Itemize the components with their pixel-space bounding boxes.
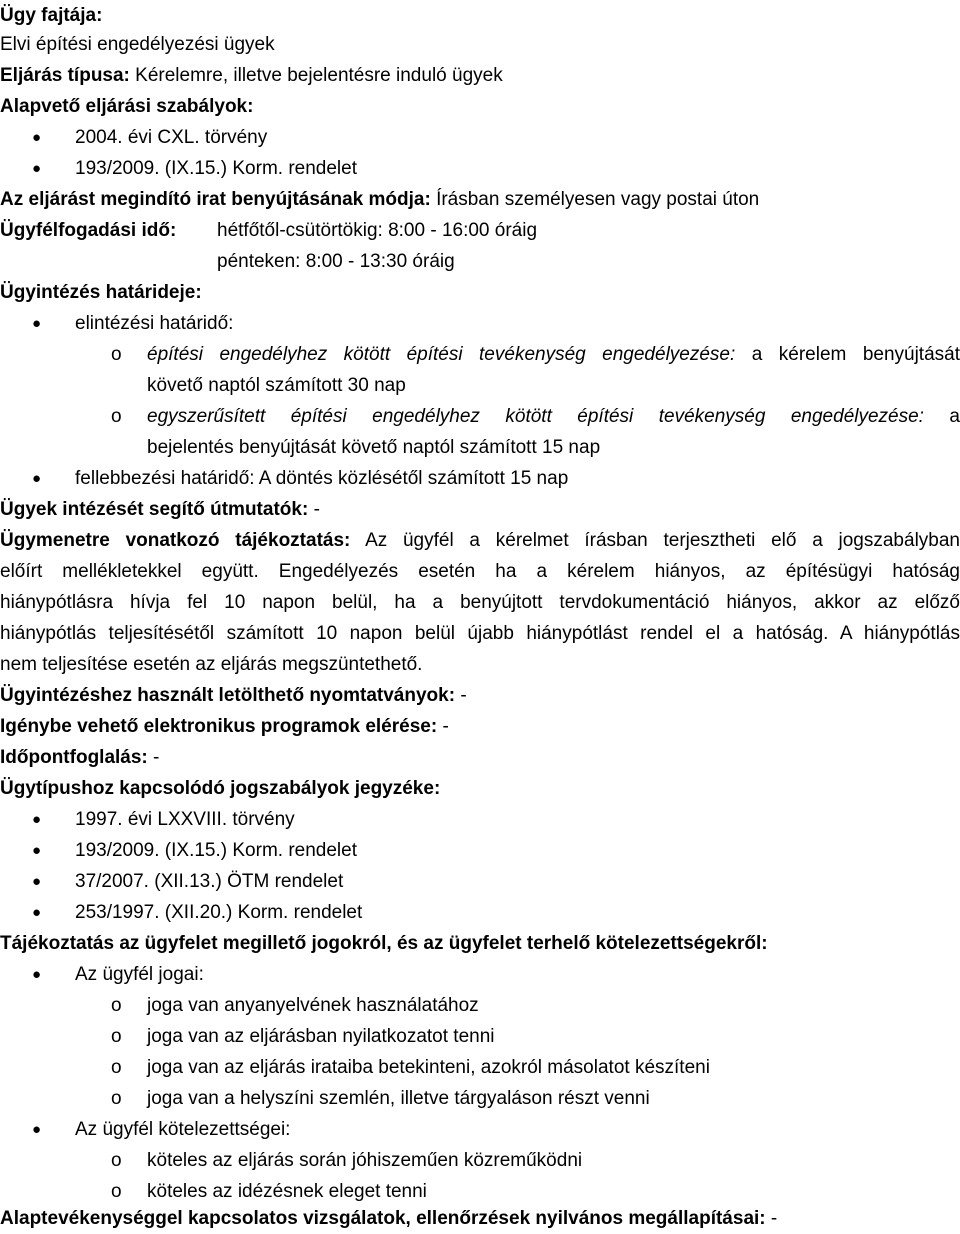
deadline-settlement-label: elintézési határidő:	[75, 313, 234, 334]
booking-row	[0, 742, 159, 773]
bullet-icon: ●	[32, 160, 42, 177]
booking-label: Időpontfoglalás:	[0, 747, 148, 768]
case-type-label: Ügy fajtája:	[0, 5, 103, 26]
laws-item: 193/2009. (IX.15.) Korm. rendelet	[75, 840, 357, 861]
deadline-permit-continuation: követő naptól számított 30 nap	[147, 375, 406, 396]
bullet-icon: ●	[32, 1121, 42, 1138]
rights-item: joga van anyanyelvének használatához	[147, 995, 479, 1016]
circle-bullet-icon: o	[111, 1057, 122, 1078]
process-info-row-1	[0, 525, 960, 556]
bullet-icon: ●	[32, 811, 42, 828]
procedure-type-value: Kérelemre, illetve bejelentésre induló ügyek	[135, 65, 503, 86]
circle-bullet-icon: o	[111, 1088, 122, 1109]
basic-rules-label: Alapvető eljárási szabályok:	[0, 96, 254, 117]
rights-label: Az ügyfél jogai:	[75, 964, 204, 985]
procedure-type-row	[0, 60, 503, 91]
deadline-simplified-continuation: bejelentés benyújtását követő naptól számított 15 nap	[147, 437, 601, 458]
circle-bullet-icon: o	[111, 1026, 122, 1047]
laws-item: 1997. évi LXXVIII. törvény	[75, 809, 295, 830]
bullet-icon: ●	[32, 873, 42, 890]
forms-label: Ügyintézéshez használt letölthető nyomtatványok:	[0, 685, 456, 706]
bullet-icon: ●	[32, 842, 42, 859]
guides-label: Ügyek intézését segítő útmutatók:	[0, 499, 309, 520]
bullet-icon: ●	[32, 315, 42, 332]
electronic-label: Igénybe vehető elektronikus programok elérése:	[0, 716, 438, 737]
duties-item: köteles az eljárás során jóhiszeműen közreműködni	[147, 1150, 583, 1171]
bullet-icon: ●	[32, 966, 42, 983]
guides-value: -	[313, 499, 320, 520]
laws-item: 37/2007. (XII.13.) ÖTM rendelet	[75, 871, 344, 892]
deadline-simplified-row	[147, 401, 960, 432]
circle-bullet-icon: o	[111, 344, 122, 365]
rights-item: joga van az eljárás irataiba betekinteni, azokról másolatot készíteni	[147, 1057, 710, 1078]
process-info-row-3: hiánypótlásra hívja fel 10 napon belül, ha a benyújtott tervdokumentáció hiányos, akkor az előző	[0, 592, 960, 613]
duties-item: köteles az idézésnek eleget tenni	[147, 1181, 427, 1202]
circle-bullet-icon: o	[111, 1150, 122, 1171]
deadline-permit-row	[147, 339, 960, 370]
bullet-icon: ●	[32, 470, 42, 487]
case-type-value: Elvi építési engedélyezési ügyek	[0, 34, 275, 55]
circle-bullet-icon: o	[111, 406, 122, 427]
forms-row	[0, 680, 467, 711]
process-info-row-2: előírt mellékletekkel együtt. Engedélyezés esetén ha a kérelem hiányos, az építésügyi hatóság	[0, 561, 960, 582]
rights-item: joga van az eljárásban nyilatkozatot tenni	[147, 1026, 495, 1047]
basic-rules-item: 193/2009. (IX.15.) Korm. rendelet	[75, 158, 357, 179]
office-hours-weekdays: hétfőtől-csütörtökig: 8:00 - 16:00 óráig	[217, 220, 538, 241]
process-info-text: Az ügyfél a kérelmet írásban terjesztheti elő a jogszabályban	[365, 530, 960, 551]
rights-duties-label: Tájékoztatás az ügyfelet megillető jogokról, és az ügyfelet terhelő kötelezettségekről:	[0, 933, 768, 954]
laws-item: 253/1997. (XII.20.) Korm. rendelet	[75, 902, 363, 923]
deadline-simplified-text: a	[949, 406, 960, 427]
bullet-icon: ●	[32, 129, 42, 146]
circle-bullet-icon: o	[111, 995, 122, 1016]
deadline-appeal: fellebbezési határidő: A döntés közlésétől számított 15 nap	[75, 468, 569, 489]
forms-value: -	[460, 685, 467, 706]
circle-bullet-icon: o	[111, 1181, 122, 1202]
office-hours-label: Ügyfélfogadási idő:	[0, 220, 177, 241]
deadline-permit-text: a kérelem benyújtását	[751, 344, 960, 365]
inspections-value: -	[770, 1208, 778, 1229]
deadline-simplified-title: egyszerűsített építési engedélyhez kötött építési tevékenység engedélyezése:	[147, 406, 924, 427]
rights-item: joga van a helyszíni szemlén, illetve tárgyaláson részt venni	[147, 1088, 650, 1109]
process-info-row-4: hiánypótlás teljesítésétől számított 10 napon belül újabb hiánypótlást rendel el a hatóság. A hiánypótlás	[0, 623, 960, 644]
inspections-row	[0, 1203, 777, 1234]
submission-label: Az eljárást megindító irat benyújtásának módja:	[0, 189, 431, 210]
submission-value: Írásban személyesen vagy postai úton	[436, 189, 760, 210]
office-hours-friday: pénteken: 8:00 - 13:30 óráig	[217, 251, 455, 272]
booking-value: -	[153, 747, 160, 768]
procedure-type-label: Eljárás típusa:	[0, 65, 130, 86]
process-info-row-5: nem teljesítése esetén az eljárás megszüntethető.	[0, 654, 423, 675]
deadline-label: Ügyintézés határideje:	[0, 282, 202, 303]
laws-label: Ügytípushoz kapcsolódó jogszabályok jegyzéke:	[0, 778, 441, 799]
deadline-permit-title: építési engedélyhez kötött építési tevékenység engedélyezése:	[147, 344, 736, 365]
bullet-icon: ●	[32, 904, 42, 921]
basic-rules-item: 2004. évi CXL. törvény	[75, 127, 268, 148]
submission-row	[0, 184, 759, 215]
electronic-row	[0, 711, 449, 742]
guides-row	[0, 494, 320, 525]
electronic-value: -	[442, 716, 449, 737]
duties-label: Az ügyfél kötelezettségei:	[75, 1119, 291, 1140]
process-info-label: Ügymenetre vonatkozó tájékoztatás:	[0, 530, 351, 551]
inspections-label: Alaptevékenységgel kapcsolatos vizsgálatok, ellenőrzések nyilvános megállapításai:	[0, 1208, 766, 1229]
